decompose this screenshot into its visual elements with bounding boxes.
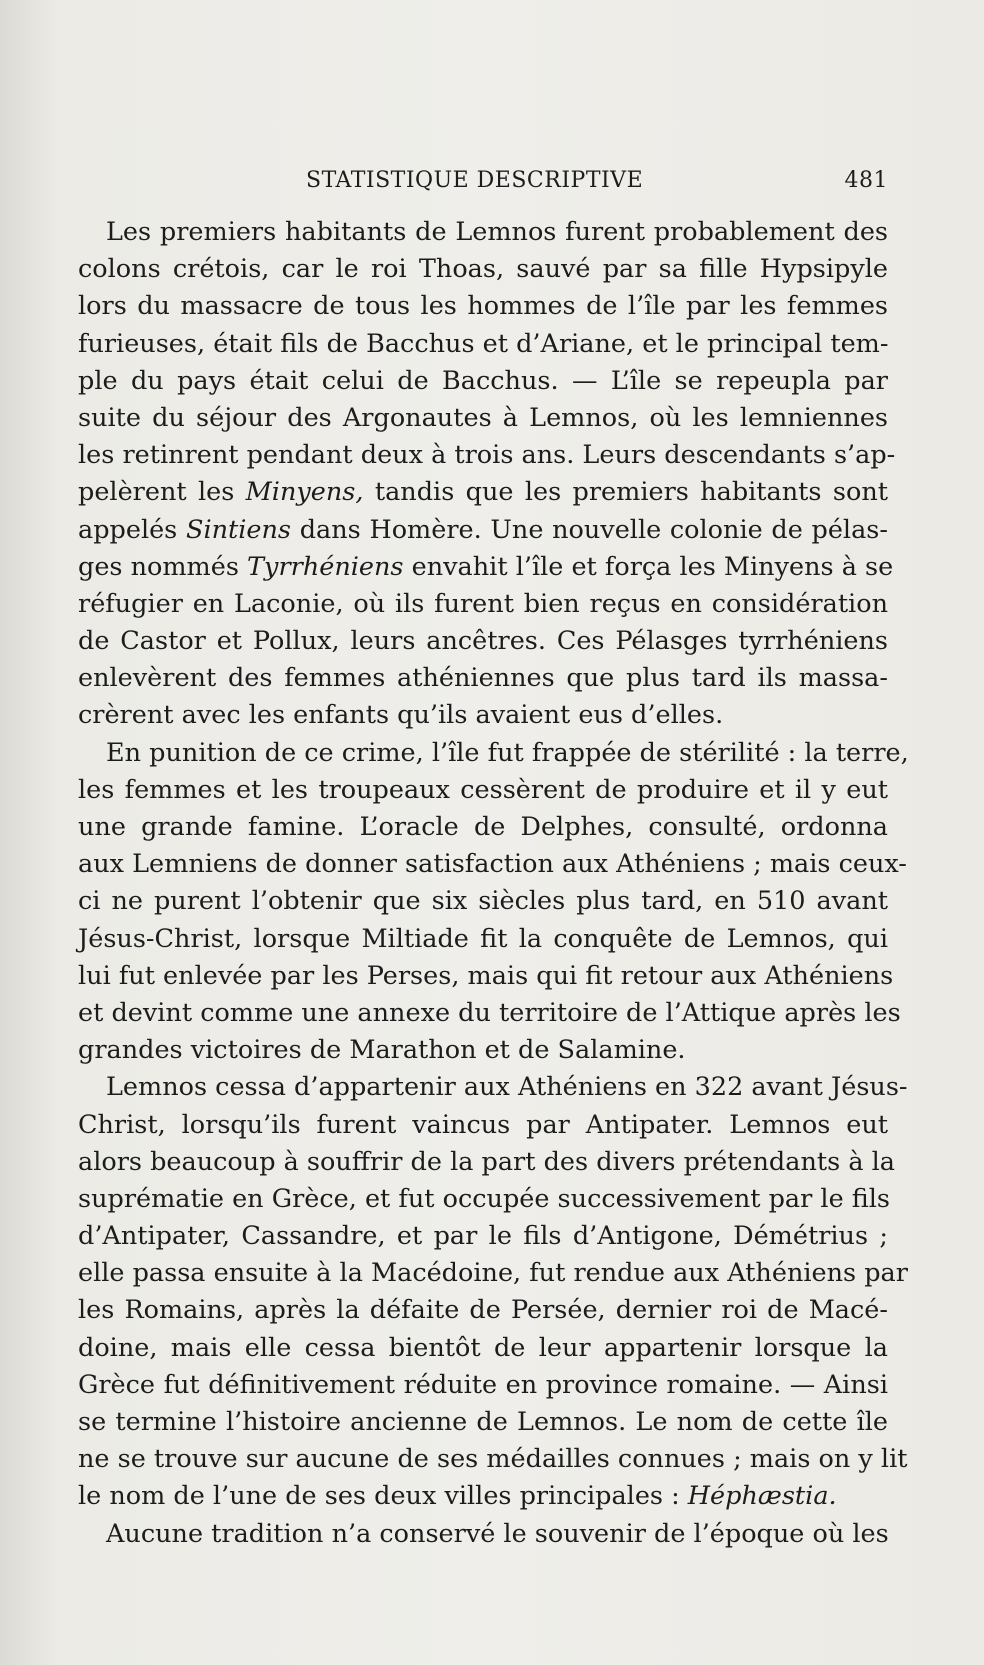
text-line: aux Lemniens de donner satisfaction aux Athéniens ; mais ceux- [78, 849, 907, 880]
italic-term: Héphæstia. [687, 1481, 837, 1512]
text-line: doine, mais elle cessa bientôt de leur appartenir lorsque la [78, 1332, 888, 1363]
text-line: ne se trouve sur aucune de ses médailles connues ; mais on y lit [78, 1444, 908, 1475]
text-line [78, 1478, 888, 1515]
italic-term: Tyrrhéniens [247, 551, 404, 582]
text-line: une grande famine. L’oracle de Delphes, consulté, ordonna [78, 812, 888, 842]
text-line: Lemnos cessa d’appartenir aux Athéniens en 322 avant Jésus- [106, 1072, 908, 1103]
text-line: Aucune tradition n’a conservé le souvenir de l’époque où les [106, 1518, 889, 1549]
text-line: alors beaucoup à souffrir de la part des divers prétendants à la [78, 1146, 895, 1177]
text-line: suite du séjour des Argonautes à Lemnos, où les lemniennes [78, 402, 888, 433]
text-line: elle passa ensuite à la Macédoine, fut rendue aux Athéniens par [78, 1258, 908, 1289]
text-line: ci ne purent l’obtenir que six siècles plus tard, en 510 avant [78, 886, 888, 917]
text-line: Les premiers habitants de Lemnos furent probablement des [106, 217, 888, 247]
text-line: ple du pays était celui de Bacchus. — L’île se repeupla par [78, 365, 888, 396]
text-run: le nom de l’une de ses deux villes principales : [78, 1481, 688, 1512]
text-line: les femmes et les troupeaux cessèrent de produire et il y eut [78, 774, 888, 805]
text-line: les retinrent pendant deux à trois ans. Leurs descendants s’ap- [78, 440, 896, 471]
text-line: Jésus-Christ, lorsque Miltiade fit la conquête de Lemnos, qui [78, 923, 888, 954]
text-line: furieuses, était fils de Bacchus et d’Ariane, et le principal tem- [78, 328, 889, 359]
text-line: Grèce fut définitivement réduite en province romaine. — Ainsi [78, 1369, 888, 1400]
page-number: 481 [844, 168, 888, 193]
text-run: dans Homère. Une nouvelle colonie de pélas- [291, 514, 888, 545]
text-run: pelèrent les [78, 477, 246, 508]
text-line: se termine l’histoire ancienne de Lemnos. Le nom de cette île [78, 1407, 888, 1437]
text-line: grandes victoires de Marathon et de Salamine. [78, 1035, 686, 1066]
text-line: suprématie en Grèce, et fut occupée successivement par le fils [78, 1183, 891, 1214]
text-line: enlevèrent des femmes athéniennes que plus tard ils massa- [78, 663, 888, 694]
italic-term: Sintiens [185, 514, 292, 545]
text-line [78, 512, 888, 549]
text-line: lui fut enlevée par les Perses, mais qui fit retour aux Athéniens [78, 960, 894, 991]
text-line: Christ, lorsqu’ils furent vaincus par Antipater. Lemnos eut [78, 1109, 888, 1140]
italic-term: Minyens, [245, 477, 364, 508]
page-header [78, 168, 888, 200]
text-line: En punition de ce crime, l’île fut frappée de stérilité : la terre, [106, 737, 909, 768]
text-line: d’Antipater, Cassandre, et par le fils d’Antigone, Démétrius ; [78, 1221, 888, 1252]
text-line: lors du massacre de tous les hommes de l’île par les femmes [78, 291, 888, 322]
text-line: les Romains, après la défaite de Persée, dernier roi de Macé- [78, 1295, 888, 1326]
text-line: et devint comme une annexe du territoire de l’Attique après les [78, 997, 901, 1028]
text-run: envahit l’île et força les Minyens à se [403, 551, 894, 582]
text-line [78, 549, 894, 586]
text-line: crèrent avec les enfants qu’ils avaient eus d’elles. [78, 700, 724, 731]
text-line: de Castor et Pollux, leurs ancêtres. Ces Pélasges tyrrhéniens [78, 626, 888, 657]
text-line: colons crétois, car le roi Thoas, sauvé par sa fille Hypsipyle [78, 254, 888, 285]
body-text [78, 214, 909, 1553]
text-run: appelés [78, 514, 186, 545]
running-title: STATISTIQUE DESCRIPTIVE [306, 168, 644, 193]
text-line: réfugier en Laconie, où ils furent bien reçus en considération [78, 588, 888, 619]
text-run: ges nommés [78, 551, 248, 582]
text-line [78, 474, 888, 511]
text-run: tandis que les premiers habitants sont [363, 477, 888, 508]
